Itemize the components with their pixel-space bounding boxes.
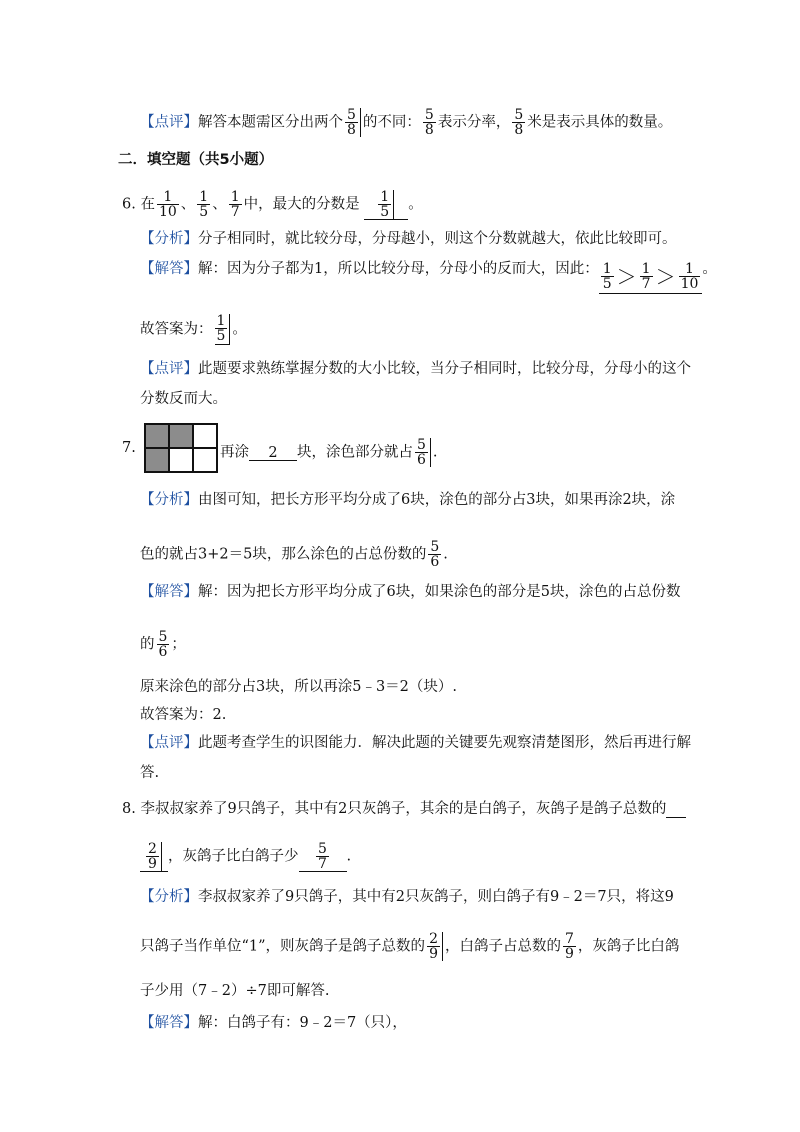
question-7: 再涂 2 块，涂色部分就占 $\frac{5}{6}$ . — [220, 437, 438, 468]
question-number: 8. — [122, 801, 136, 817]
shaded-cell — [169, 424, 193, 448]
solution: 【解答】解：因为分子都为1，所以比较分母，分母小的反而大，因此： $\frac{1}{5}$ ＞ $\frac{1}{7}$ ＞ $\frac{1}{10}$ 。 — [140, 261, 717, 292]
review: 【点评】此题考查学生的识图能力．解决此题的关键要先观察清楚图形，然后再进行解 — [140, 735, 691, 751]
final-answer: 故答案为：2. — [140, 707, 227, 723]
fraction: $\frac{1}{7}$ — [230, 189, 240, 220]
fraction-comparison: $\frac{1}{5}$ ＞ $\frac{1}{7}$ ＞ $\frac{1}{10}$ — [599, 262, 703, 294]
blank-cell — [193, 424, 217, 448]
solution: 【解答】解：因为把长方形平均分成了6块，如果涂色的部分是5块，涂色的占总份数 — [140, 584, 681, 600]
fraction: $\frac{1}{10}$ — [158, 189, 177, 220]
answer-blank: $\frac{2}{9}$ — [140, 842, 168, 872]
fraction: $\frac{2}{9}$ — [427, 932, 443, 961]
fraction: $\frac{1}{5}$ — [378, 190, 394, 219]
final-answer: 故答案为： $\frac{1}{5}$ 。 — [140, 313, 247, 344]
shaded-rectangle-figure — [144, 423, 218, 473]
fraction: $\frac{5}{6}$ — [158, 629, 168, 660]
solution-cont: 原来涂色的部分占3块，所以再涂5﹣3＝2（块）. — [140, 679, 458, 695]
question-number: 7. — [122, 440, 136, 456]
shaded-cell — [145, 448, 169, 472]
analysis: 【分析】由图可知，把长方形平均分成了6块，涂色的部分占3块，如果再涂2块，涂 — [140, 492, 676, 508]
analysis-cont: 色的就占3+2＝5块，那么涂色的占总份数的 $\frac{5}{6}$ . — [140, 539, 448, 570]
answer-blank: $\frac{5}{7}$ — [299, 842, 347, 872]
fraction: $\frac{7}{9}$ — [564, 931, 574, 962]
review-cont: 答. — [140, 765, 160, 781]
solution: 【解答】解：白鸽子有：9﹣2＝7（只）， — [140, 1015, 407, 1031]
answer-blank — [364, 190, 408, 220]
shaded-cell — [145, 424, 169, 448]
answer-blank: 2 — [249, 446, 297, 462]
blank-cell — [169, 448, 193, 472]
question-number: 6. — [122, 196, 136, 213]
section-title: 二．填空题（共5小题） — [118, 152, 274, 168]
fraction: $\frac{5}{8}$ — [345, 108, 361, 137]
solution-cont: 的 $\frac{5}{6}$ ； — [140, 629, 186, 660]
fraction: $\frac{5}{6}$ — [430, 539, 440, 570]
fraction: $\frac{5}{8}$ — [514, 107, 524, 138]
question-8: 8. 李叔叔家养了9只鸽子，其中有2只灰鸽子，其余的是白鸽子，灰鸽子是鸽子总数的 — [122, 802, 686, 818]
fraction: $\frac{1}{5}$ — [199, 189, 209, 220]
analysis-cont: 只鸽子当作单位“1”，则灰鸽子是鸽子总数的 $\frac{2}{9}$ ，白鸽子占总数的 $\frac{7}{9}$ ，灰鸽子比白鸽 — [140, 931, 680, 962]
blank-cell — [193, 448, 217, 472]
fraction: $\frac{5}{6}$ — [415, 438, 431, 467]
review-top-line: 【点评】解答本题需区分出两个 $\frac{5}{8}$ 的不同： $\frac{5}{8}$ 表示分率， $\frac{5}{8}$ 米是表示具体的数量。 — [140, 107, 673, 138]
analysis: 【分析】分子相同时，就比较分母，分母越小，则这个分数就越大，依此比较即可。 — [140, 231, 677, 247]
review: 【点评】此题要求熟练掌握分数的大小比较，当分子相同时，比较分母，分母小的这个 — [140, 361, 691, 377]
review-cont: 分数反而大。 — [140, 391, 227, 407]
question-6: 6. 在 $\frac{1}{10}$ 、 $\frac{1}{5}$ 、 $\frac{1}{7}$ 中，最大的分数是 $\frac{1}{5}$ 。 — [122, 189, 423, 220]
review-tag: 【点评】 — [140, 114, 198, 131]
question-8-cont: $\frac{2}{9}$ ，灰鸽子比白鸽子少 $\frac{5}{7}$ . — [140, 842, 351, 872]
fraction: $\frac{5}{8}$ — [424, 107, 434, 138]
analysis: 【分析】李叔叔家养了9只鸽子，其中有2只灰鸽子，则白鸽子有9﹣2＝7只，将这9 — [140, 889, 674, 905]
fraction: $\frac{1}{5}$ — [215, 314, 231, 345]
analysis-cont: 子少用（7﹣2）÷7即可解答. — [140, 983, 330, 999]
